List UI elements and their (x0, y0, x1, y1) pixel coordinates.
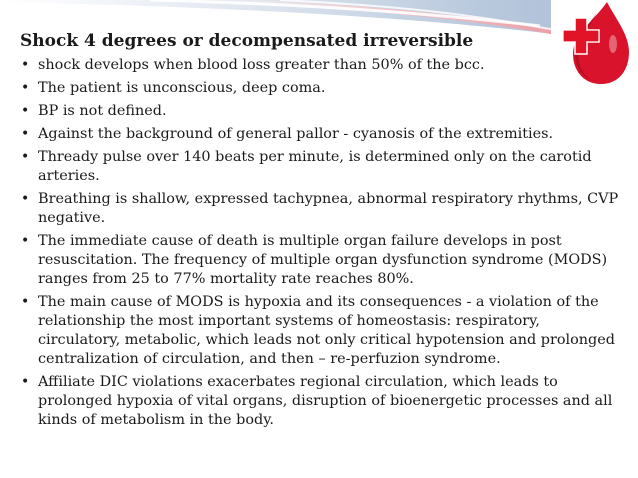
bullet-item (20, 102, 620, 121)
decorative-banner (0, 0, 638, 60)
bullet-text: Thready pulse over 140 beats per minute, is determined only on the carotid arteries. (38, 149, 592, 184)
bullet-text: Against the background of general pallor - cyanosis of the extremities. (38, 126, 554, 142)
bullet-list (20, 56, 620, 434)
bullet-item (20, 125, 620, 144)
slide-title: Shock 4 degrees or decompensated irreversible (20, 31, 474, 51)
bullet-text: Breathing is shallow, expressed tachypnea, abnormal respiratory rhythms, CVP negative. (38, 191, 619, 226)
bullet-text: The patient is unconscious, deep coma. (38, 80, 326, 96)
bullet-item (20, 79, 620, 98)
bullet-text: The immediate cause of death is multiple organ failure develops in post resuscitation. The frequency of multiple organ dysfunction syndrome (MODS) ranges from 25 to 77% mortality rate reaches 80%. (38, 233, 608, 287)
bullet-dot-icon: • (21, 191, 30, 207)
bullet-text: BP is not defined. (38, 103, 167, 119)
bullet-dot-icon: • (21, 233, 30, 249)
bullet-text: The main cause of MODS is hypoxia and its consequences - a violation of the relationship the most important systems of homeostasis: respiratory, circulatory, metabolic, which leads not only critical hypotension and prolonged centralization of circulation, and then – re-perfuzion syndrome. (38, 294, 615, 367)
bullet-dot-icon: • (21, 80, 30, 96)
bullet-item (20, 373, 620, 430)
bullet-item (20, 148, 620, 186)
bullet-dot-icon: • (21, 57, 30, 73)
bullet-item (20, 293, 620, 369)
bullet-dot-icon: • (21, 294, 30, 310)
bullet-dot-icon: • (21, 126, 30, 142)
bullet-text: shock develops when blood loss greater than 50% of the bcc. (38, 57, 485, 73)
bullet-text: Affiliate DIC violations exacerbates regional circulation, which leads to prolonged hypoxia of vital organs, disruption of bioenergetic processes and all kinds of metabolism in the body. (38, 374, 613, 428)
bullet-item (20, 190, 620, 228)
bullet-dot-icon: • (21, 103, 30, 119)
bullet-item (20, 56, 620, 75)
bullet-dot-icon: • (21, 149, 30, 165)
bullet-dot-icon: • (21, 374, 30, 390)
bullet-item (20, 232, 620, 289)
